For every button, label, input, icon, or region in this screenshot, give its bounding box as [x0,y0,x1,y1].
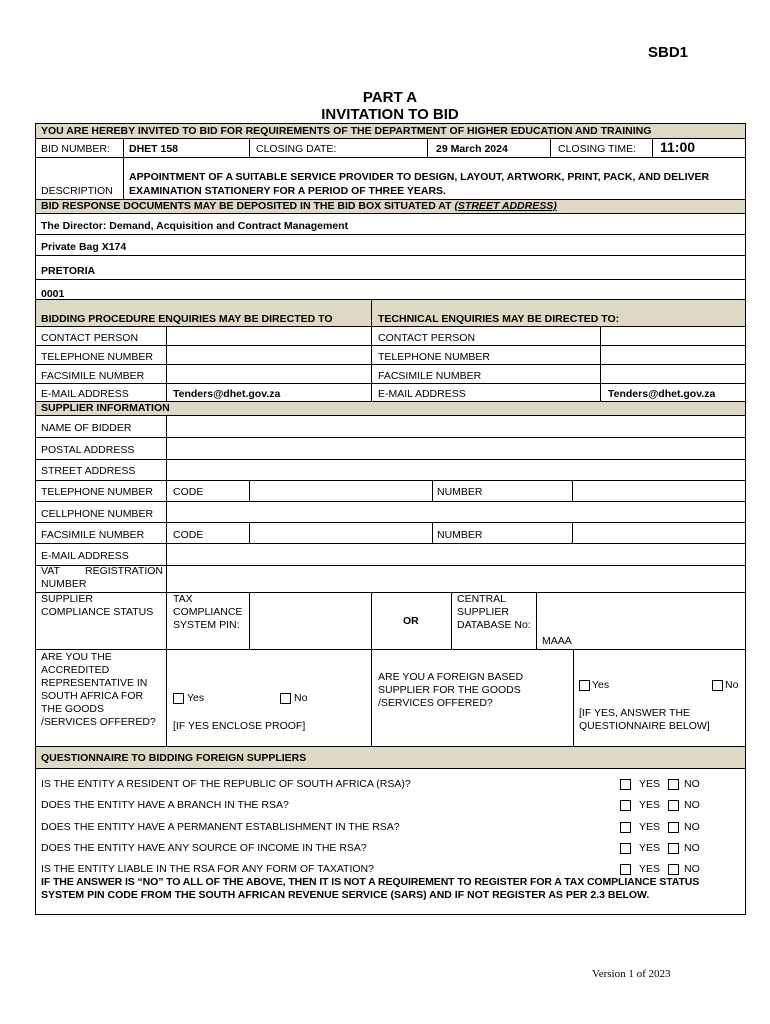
question-4-no-checkbox[interactable] [668,843,679,854]
telephone-number-label: NUMBER [437,486,483,498]
technical-email-label: E-MAIL ADDRESS [378,388,466,400]
deposit-header-italic: (STREET ADDRESS) [454,200,557,212]
question-3-no-label: NO [684,821,700,833]
postal-address-label: POSTAL ADDRESS [41,444,135,456]
supplier-facsimile-label: FACSIMILE NUMBER [41,529,145,541]
technical-facsimile: FACSIMILE NUMBER [378,370,482,382]
bidding-contact-person: CONTACT PERSON [41,332,139,344]
foreign-yes-label: Yes [592,679,610,691]
accredited-no-label: No [294,692,308,704]
enclose-proof-note: [IF YES ENCLOSE PROOF] [173,720,306,732]
bidder-name-label: NAME OF BIDDER [41,422,132,434]
question-2-yes-label: YES [639,799,661,811]
deposit-line-2: Private Bag X174 [41,241,127,253]
supplier-email-label: E-MAIL ADDRESS [41,550,129,562]
description-line-2: EXAMINATION STATIONERY FOR A PERIOD OF THREE YEARS. [129,185,446,197]
technical-telephone: TELEPHONE NUMBER [378,351,491,363]
accredited-yes-checkbox[interactable] [173,693,184,704]
part-label: PART A [362,89,418,106]
accredited-question: ARE YOU THE ACCREDITED REPRESENTATIVE IN SOUTH AFRICA FOR THE GOODS /SERVICES OFFERED? [41,651,156,728]
question-4: DOES THE ENTITY HAVE ANY SOURCE OF INCOME IN THE RSA? [41,842,367,854]
vat-registration-label: VAT REGISTRATION NUMBER [41,565,163,590]
question-5-yes-checkbox[interactable] [620,864,631,875]
foreign-note: [IF YES, ANSWER THE QUESTIONNAIRE BELOW] [579,707,710,732]
technical-enquiries-header: TECHNICAL ENQUIRIES MAY BE DIRECTED TO: [378,313,620,325]
closing-time-label: CLOSING TIME: [558,143,636,155]
telephone-code-label: CODE [173,486,204,498]
question-3-yes-checkbox[interactable] [620,822,631,833]
questionnaire-header: QUESTIONNAIRE TO BIDDING FOREIGN SUPPLIERS [41,752,307,764]
compliance-status-label: SUPPLIER COMPLIANCE STATUS [41,593,154,618]
question-3-yes-label: YES [639,821,661,833]
bid-number-label: BID NUMBER: [41,143,110,155]
question-2-no-checkbox[interactable] [668,800,679,811]
street-address-label: STREET ADDRESS [41,465,136,477]
question-1-no-checkbox[interactable] [668,779,679,790]
question-5-no-label: NO [684,863,700,875]
question-3-no-checkbox[interactable] [668,822,679,833]
question-5: IS THE ENTITY LIABLE IN THE RSA FOR ANY FORM OF TAXATION? [41,863,374,875]
foreign-question: ARE YOU A FOREIGN BASED SUPPLIER FOR THE GOODS /SERVICES OFFERED? [378,671,524,709]
bidding-enquiries-header: BIDDING PROCEDURE ENQUIRIES MAY BE DIRECTED TO [41,313,333,325]
foreign-no-checkbox[interactable] [712,680,723,691]
questionnaire-note-line-2: SYSTEM PIN CODE FROM THE SOUTH AFRICAN REVENUE SERVICE (SARS) AND IF NOT REGISTER AS PER 2.3 BELOW. [41,889,650,901]
foreign-yes-checkbox[interactable] [579,680,590,691]
question-3: DOES THE ENTITY HAVE A PERMANENT ESTABLISHMENT IN THE RSA? [41,821,400,833]
question-1-yes-label: YES [639,778,661,790]
form-code: SBD1 [648,44,689,61]
deposit-header: BID RESPONSE DOCUMENTS MAY BE DEPOSITED IN THE BID BOX SITUATED AT (STREET ADDRESS) [41,200,557,212]
closing-date-value: 29 March 2024 [436,143,508,155]
closing-time-value: 11:00 [660,139,696,155]
bidding-email-value: Tenders@dhet.gov.za [173,388,281,400]
or-label: OR [403,615,419,627]
description-line-1: APPOINTMENT OF A SUITABLE SERVICE PROVIDER TO DESIGN, LAYOUT, ARTWORK, PRINT, PACK, AND DELIVER [129,171,710,183]
question-5-yes-label: YES [639,863,661,875]
tax-pin-label: TAX COMPLIANCE SYSTEM PIN: [173,593,243,631]
bid-number-value: DHET 158 [129,143,179,155]
accredited-yes-label: Yes [187,692,205,704]
question-1-yes-checkbox[interactable] [620,779,631,790]
bidding-facsimile: FACSIMILE NUMBER [41,370,145,382]
question-2-no-label: NO [684,799,700,811]
question-1-no-label: NO [684,778,700,790]
description-label: DESCRIPTION [41,185,113,197]
bid-form [35,123,746,915]
technical-email-value: Tenders@dhet.gov.za [608,388,716,400]
question-1: IS THE ENTITY A RESIDENT OF THE REPUBLIC OF SOUTH AFRICA (RSA)? [41,778,411,790]
deposit-line-4: 0001 [41,288,65,300]
deposit-line-3: PRETORIA [41,265,96,277]
question-2-yes-checkbox[interactable] [620,800,631,811]
question-4-yes-checkbox[interactable] [620,843,631,854]
bidding-telephone: TELEPHONE NUMBER [41,351,154,363]
question-4-yes-label: YES [639,842,661,854]
page-title: INVITATION TO BID [321,106,459,123]
question-2: DOES THE ENTITY HAVE A BRANCH IN THE RSA? [41,799,289,811]
question-5-no-checkbox[interactable] [668,864,679,875]
accredited-no-checkbox[interactable] [280,693,291,704]
deposit-line-1: The Director: Demand, Acquisition and Contract Management [41,220,349,232]
supplier-telephone-label: TELEPHONE NUMBER [41,486,154,498]
version-footer: Version 1 of 2023 [592,968,671,980]
closing-date-label: CLOSING DATE: [256,143,337,155]
facsimile-number-label: NUMBER [437,529,483,541]
bidding-email-label: E-MAIL ADDRESS [41,388,129,400]
questionnaire-note-line-1: IF THE ANSWER IS “NO” TO ALL OF THE ABOVE, THEN IT IS NOT A REQUIREMENT TO REGISTER FOR A TAX COMPLIANCE STATUS [41,876,700,888]
foreign-no-label: No [725,679,739,691]
supplier-header: SUPPLIER INFORMATION [41,402,170,414]
question-4-no-label: NO [684,842,700,854]
csd-label: CENTRAL SUPPLIER DATABASE No: [457,593,531,631]
maaa-label: MAAA [542,635,572,647]
technical-contact-person: CONTACT PERSON [378,332,476,344]
facsimile-code-label: CODE [173,529,204,541]
cellphone-label: CELLPHONE NUMBER [41,508,154,520]
invite-header: YOU ARE HEREBY INVITED TO BID FOR REQUIREMENTS OF THE DEPARTMENT OF HIGHER EDUCATION AND TRAINING [41,125,652,137]
